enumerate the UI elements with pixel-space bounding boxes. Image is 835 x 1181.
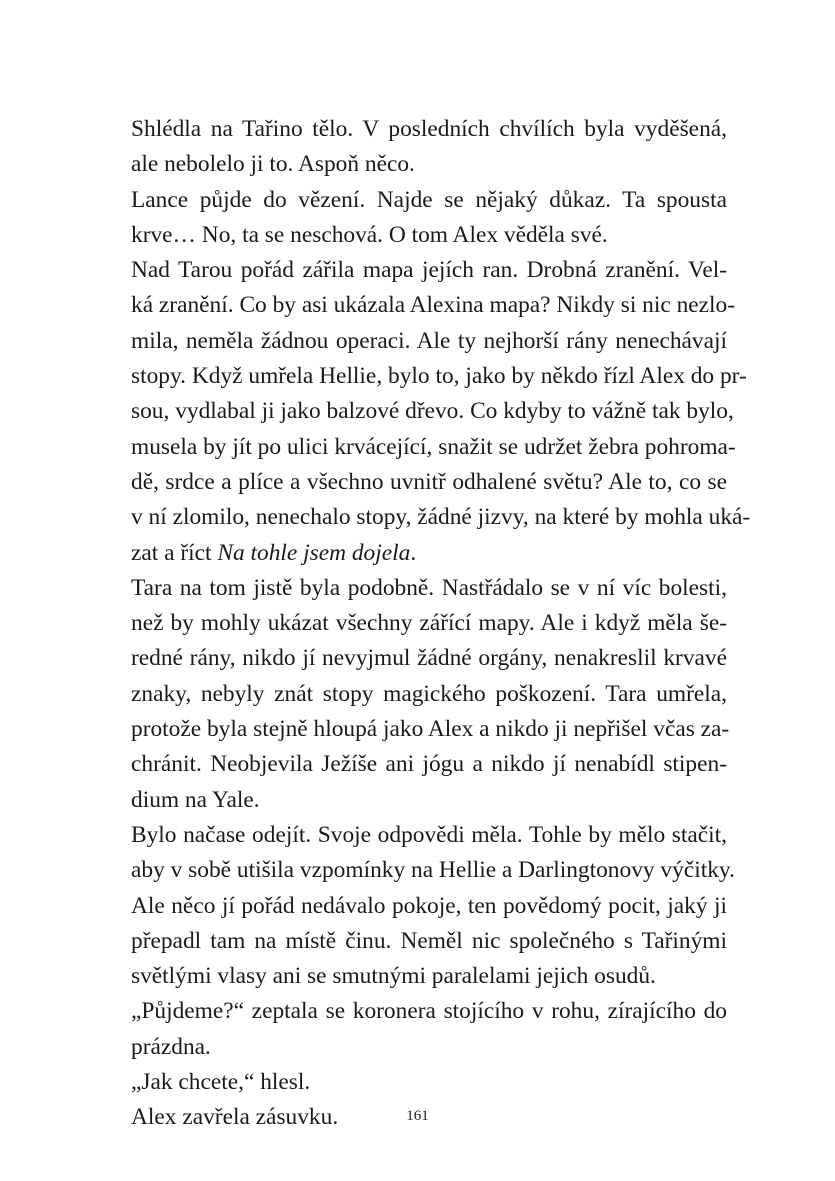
text-line: Lance půjde do vězení. Najde se nějaký důkaz. Ta spousta <box>131 186 727 213</box>
paragraph-3 <box>105 253 751 571</box>
text-line: Alex zavřela zásuvku. <box>131 1104 339 1131</box>
text-line: Bylo načase odejít. Svoje odpovědi měla. Tohle by mělo stačit, <box>131 821 727 848</box>
text-line: krve… No, ta se neschová. O tom Alex věděla své. <box>131 221 608 248</box>
text-line: sou, vydlabal ji jako balzové dřevo. Co kdyby to vážně tak bylo, <box>131 398 734 425</box>
text-line: Tara na tom jistě byla podobně. Nastřádalo se v ní víc bolesti, <box>131 574 727 601</box>
page-number: 161 <box>406 1108 429 1124</box>
text-line: znaky, nebyly znát stopy magického poškození. Tara umřela, <box>131 680 727 707</box>
text-line-with-italic <box>105 536 727 571</box>
text-line: dě, srdce a plíce a všechno uvnitř odhalené světu? Ale to, co se <box>131 468 727 495</box>
text-run: zat a říct <box>131 539 218 566</box>
paragraph-4 <box>105 571 730 818</box>
text-line: ká zranění. Co by asi ukázala Alexina mapa? Nikdy si nic nezlo- <box>131 292 736 319</box>
paragraph-6 <box>105 994 727 1065</box>
text-line: Nad Tarou pořád zářila mapa jejích ran. Drobná zranění. Vel- <box>131 257 727 284</box>
text-line: „Půjdeme?“ zeptala se koronera stojícího v rohu, zírajícího do <box>131 998 727 1025</box>
text-line: stopy. Když umřela Hellie, bylo to, jako by někdo řízl Alex do pr- <box>131 363 747 390</box>
text-line: protože byla stejně hloupá jako Alex a nikdo ji nepřišel včas za- <box>131 716 730 743</box>
text-line: chránit. Neobjevila Ježíše ani jógu a nikdo jí nenabídl stipen- <box>131 751 727 778</box>
body-text <box>105 112 751 1136</box>
text-line: Shlédla na Tařino tělo. V posledních chvílích byla vyděšená, <box>131 116 727 142</box>
text-line: prázdna. <box>131 1033 211 1060</box>
text-line: světlými vlasy ani se smutnými paralelami jejich osudů. <box>131 963 656 990</box>
text-line: přepadl tam na místě činu. Neměl nic společného s Tařinými <box>131 927 727 954</box>
text-line: než by mohly ukázat všechny zářící mapy. Ale i když měla še- <box>131 610 727 637</box>
text-line: v ní zlomilo, nenechalo stopy, žádné jizvy, na které by mohla uká- <box>131 504 751 531</box>
text-line: musela by jít po ulici krvácející, snažit se udržet žebra pohroma- <box>131 433 736 460</box>
text-line: redné rány, nikdo jí nevyjmul žádné orgány, nenakreslil krvavé <box>131 645 727 672</box>
text-line: dium na Yale. <box>131 786 260 813</box>
italic-phrase: Na tohle jsem dojela <box>217 539 411 566</box>
paragraph-7 <box>105 1065 727 1100</box>
text-run: . <box>410 539 417 566</box>
text-line: mila, neměla žádnou operaci. Ale ty nejhorší rány nenechávají <box>131 327 727 354</box>
text-line: „Jak chcete,“ hlesl. <box>131 1069 311 1096</box>
text-line: Ale něco jí pořád nedávalo pokoje, ten povědomý pocit, jaký ji <box>131 892 727 919</box>
text-line: aby v sobě utišila vzpomínky na Hellie a Darlingtonovy výčitky. <box>131 857 735 884</box>
paragraph-1 <box>105 112 727 183</box>
paragraph-2 <box>105 183 727 254</box>
text-line: ale nebolelo ji to. Aspoň něco. <box>131 151 415 178</box>
paragraph-5 <box>105 818 735 994</box>
